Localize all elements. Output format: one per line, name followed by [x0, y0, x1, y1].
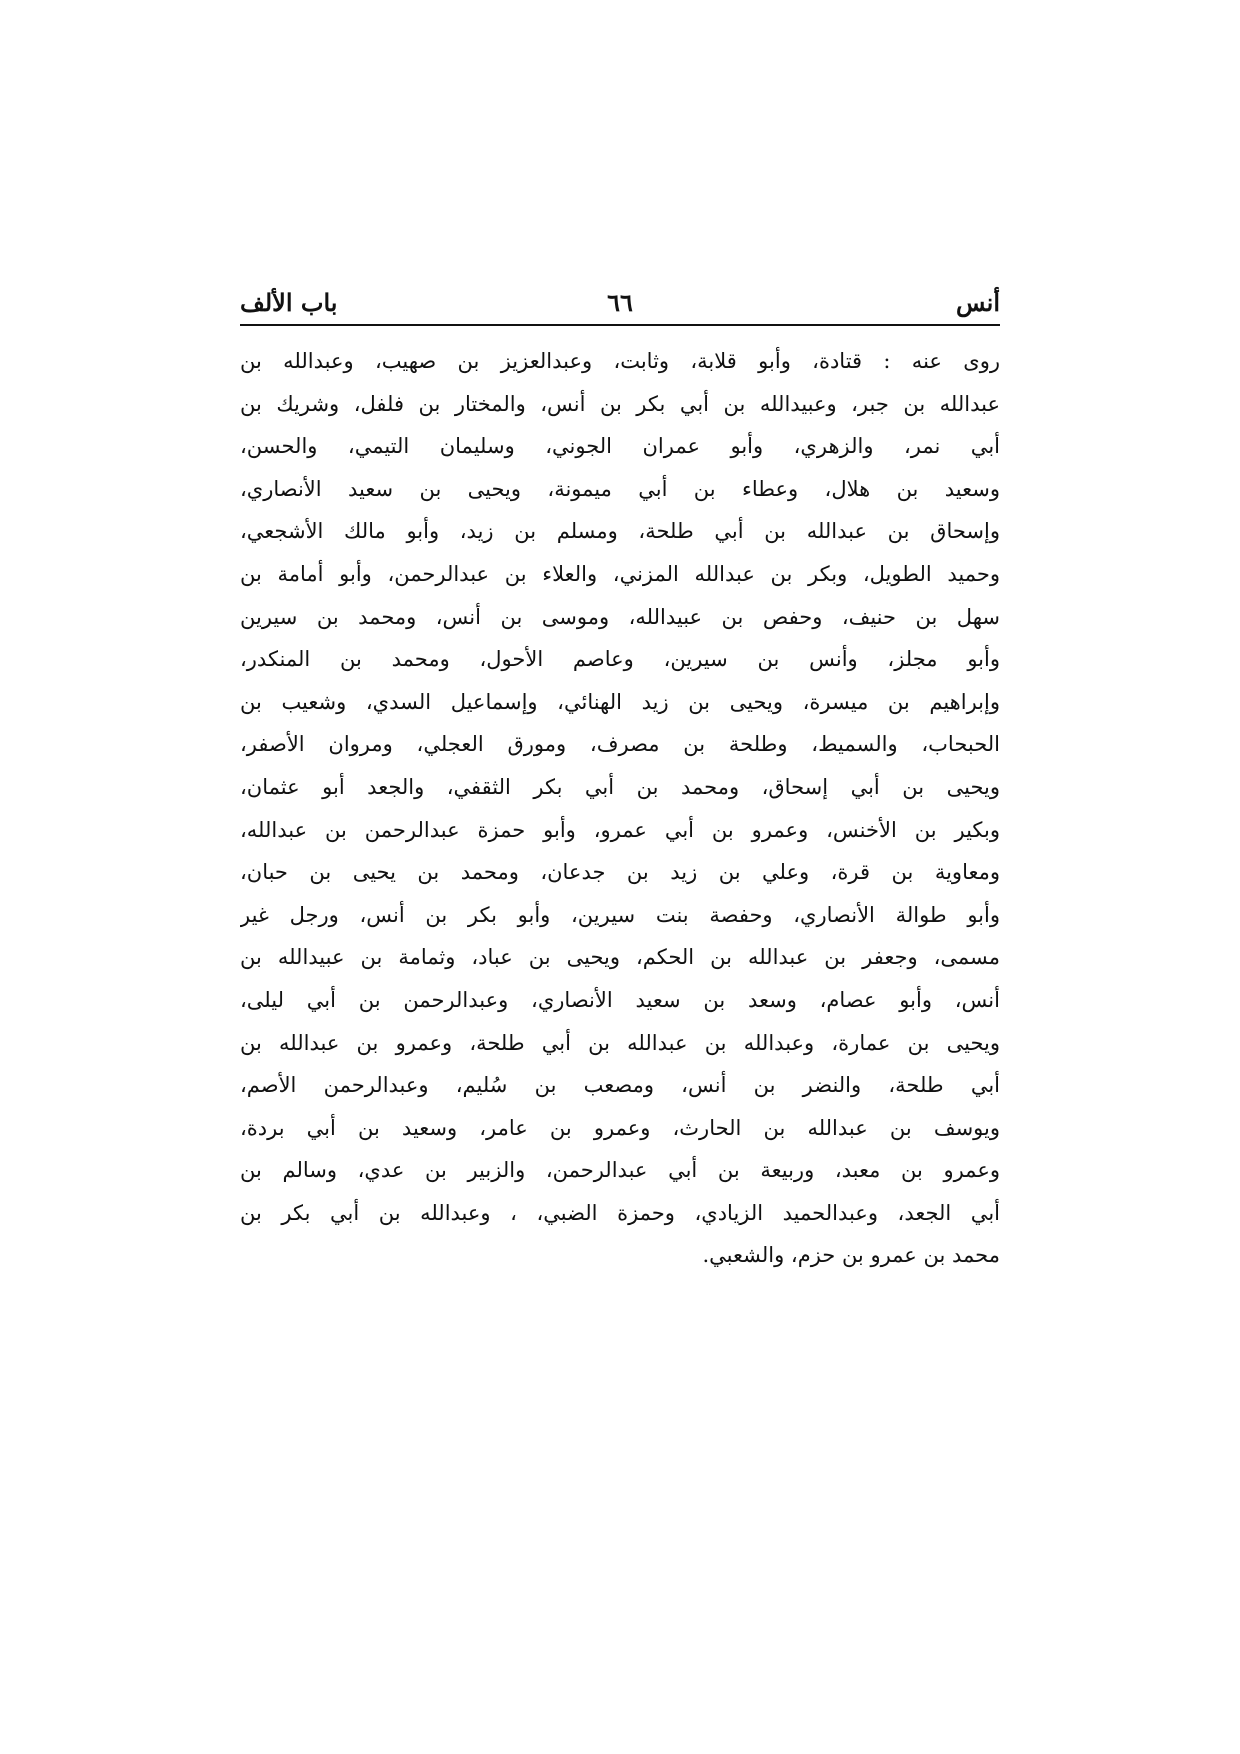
text-line: أبي نمر، والزهري، وأبو عمران الجوني، وسليمان التيمي، والحسن، [240, 434, 1000, 459]
page-number: ٦٦ [607, 288, 633, 317]
text-line: عبدالله بن جبر، وعبيدالله بن أبي بكر بن أنس، والمختار بن فلفل، وشريك بن [240, 391, 1000, 416]
text-line: وسعيد بن هلال، وعطاء بن أبي ميمونة، ويحيى بن سعيد الأنصاري، [240, 476, 1000, 501]
text-line: سهل بن حنيف، وحفص بن عبيدالله، وموسى بن أنس، ومحمد بن سيرين [240, 604, 1000, 629]
text-line: أبي طلحة، والنضر بن أنس، ومصعب بن سُليم، وعبدالرحمن الأصم، [240, 1073, 1000, 1098]
text-line: وإبراهيم بن ميسرة، ويحيى بن زيد الهنائي، وإسماعيل السدي، وشعيب بن [240, 689, 1000, 714]
text-line: مسمى، وجعفر بن عبدالله بن الحكم، ويحيى بن عباد، وثمامة بن عبيدالله بن [240, 945, 1000, 970]
page-header [240, 282, 1000, 326]
header-divider [240, 324, 1000, 326]
text-line: وأبو مجلز، وأنس بن سيرين، وعاصم الأحول، ومحمد بن المنكدر، [240, 647, 1000, 672]
text-line: ويحيى بن عمارة، وعبدالله بن عبدالله بن أبي طلحة، وعمرو بن عبدالله بن [240, 1030, 1000, 1055]
text-line: أنس، وأبو عصام، وسعد بن سعيد الأنصاري، وعبدالرحمن بن أبي ليلى، [240, 987, 1000, 1012]
text-line: روى عنه : قتادة، وأبو قلابة، وثابت، وعبدالعزيز بن صهيب، وعبدالله بن [240, 349, 1000, 373]
text-line: ومعاوية بن قرة، وعلي بن زيد بن جدعان، ومحمد بن يحيى بن حبان، [240, 860, 1000, 885]
text-line: أبي الجعد، وعبدالحميد الزيادي، وحمزة الضبي، ، وعبدالله بن أبي بكر بن [240, 1200, 1000, 1225]
text-line: وأبو طوالة الأنصاري، وحفصة بنت سيرين، وأبو بكر بن أنس، ورجل غير [240, 902, 1000, 927]
text-line: الحبحاب، والسميط، وطلحة بن مصرف، ومورق العجلي، ومروان الأصفر، [240, 732, 1000, 757]
running-head-chapter: باب الألف [240, 288, 338, 317]
body-text [240, 340, 1000, 1277]
text-line: وإسحاق بن عبدالله بن أبي طلحة، ومسلم بن زيد، وأبو مالك الأشجعي، [240, 519, 1000, 544]
text-line: ويحيى بن أبي إسحاق، ومحمد بن أبي بكر الثقفي، والجعد أبو عثمان، [240, 774, 1000, 799]
text-line: وحميد الطويل، وبكر بن عبدالله المزني، والعلاء بن عبدالرحمن، وأبو أمامة بن [240, 561, 1000, 586]
text-line-last: محمد بن عمرو بن حزم، والشعبي. [702, 1243, 1000, 1268]
text-line: وبكير بن الأخنس، وعمرو بن أبي عمرو، وأبو حمزة عبدالرحمن بن عبدالله، [240, 817, 1000, 842]
running-head-entry: أنس [956, 288, 1000, 317]
text-line: ويوسف بن عبدالله بن الحارث، وعمرو بن عامر، وسعيد بن أبي بردة، [240, 1115, 1000, 1140]
text-line: وعمرو بن معبد، وربيعة بن أبي عبدالرحمن، والزبير بن عدي، وسالم بن [240, 1158, 1000, 1183]
